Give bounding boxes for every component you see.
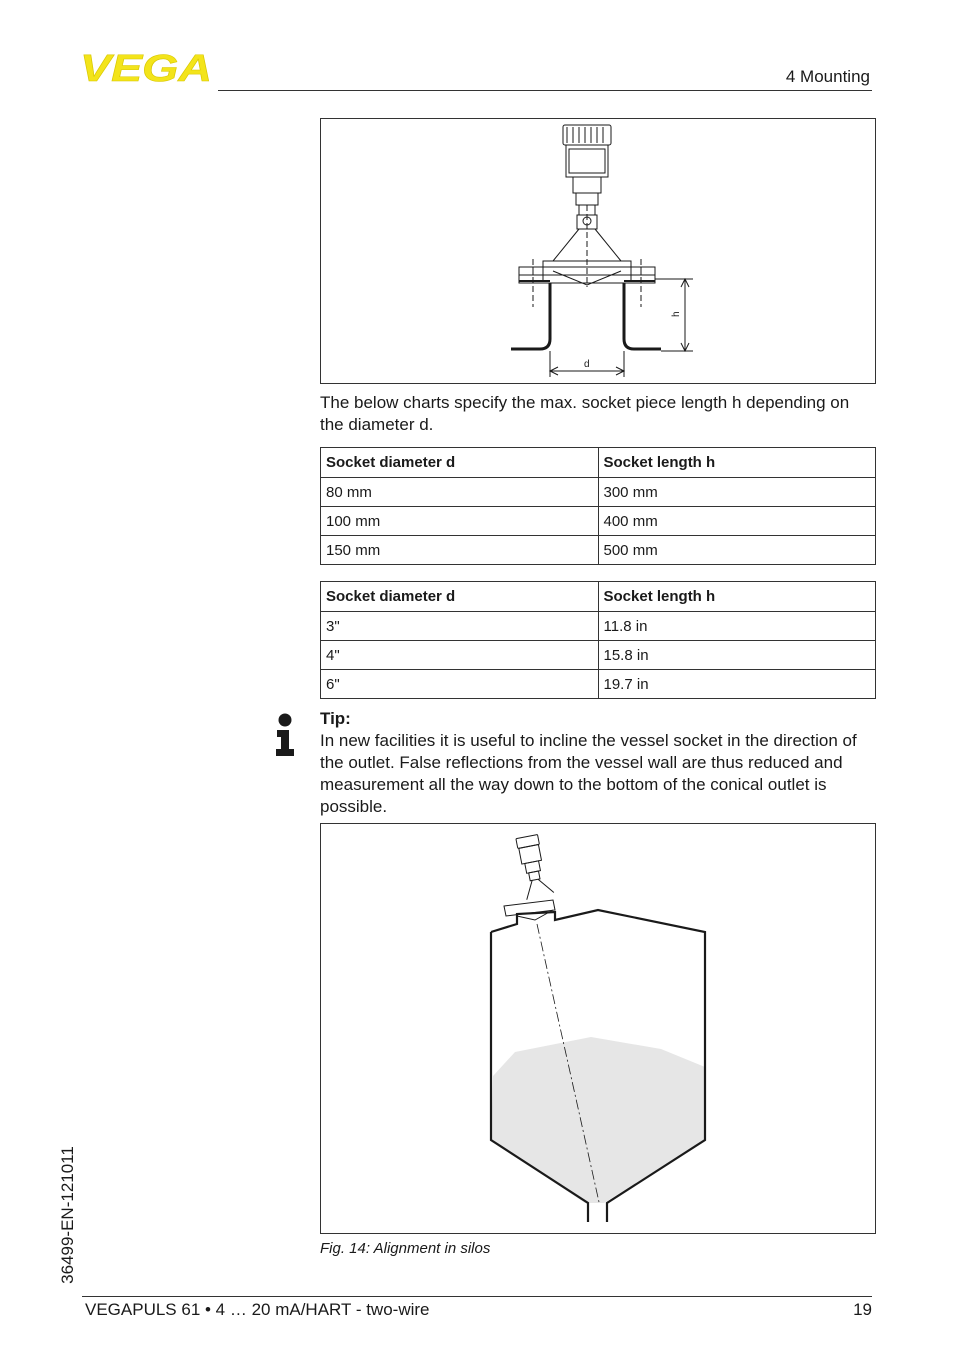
footer-product-title: VEGAPULS 61 • 4 … 20 mA/HART - two-wire [85, 1300, 430, 1319]
intro-paragraph: The below charts specify the max. socket piece length h depending on the diameter d. [320, 393, 850, 434]
silo-drawing [321, 824, 875, 1233]
vega-logo [80, 50, 214, 84]
cell-length: 300 mm [598, 478, 876, 507]
cell-length: 11.8 in [598, 612, 876, 641]
cell-length: 19.7 in [598, 670, 876, 699]
document-id: 36499-EN-121011 [58, 1146, 77, 1284]
socket-table-imperial [320, 581, 876, 699]
cell-diameter: 3" [321, 612, 599, 641]
cell-length: 500 mm [598, 536, 876, 565]
cell-diameter: 100 mm [321, 507, 599, 536]
header-divider [218, 90, 872, 91]
footer-divider [82, 1296, 872, 1297]
section-title: 4 Mounting [785, 67, 870, 86]
socket-diagram [320, 118, 876, 384]
table-row [321, 612, 876, 641]
figure-caption: Fig. 14: Alignment in silos [320, 1240, 491, 1257]
cell-length: 15.8 in [598, 641, 876, 670]
cell-diameter: 80 mm [321, 478, 599, 507]
table-row [321, 507, 876, 536]
cell-diameter: 6" [321, 670, 599, 699]
cell-diameter: 150 mm [321, 536, 599, 565]
socket-table-metric [320, 447, 876, 565]
bulk-material [491, 1037, 705, 1203]
table-row [321, 478, 876, 507]
header-socket-diameter: Socket diameter d [321, 448, 599, 478]
table-row [321, 670, 876, 699]
table-row [321, 536, 876, 565]
tip-text: In new facilities it is useful to incline the vessel socket in the direction of the outlet. False reflections from the vessel wall are thus reduced and measurement all the way down to the bottom of the conical outlet is possible. [320, 731, 857, 816]
silo-alignment-figure [320, 823, 876, 1234]
info-icon [274, 713, 296, 757]
tip-title: Tip: [320, 709, 351, 728]
label-h: h [671, 311, 682, 317]
label-d: d [584, 359, 590, 370]
table-header-row [321, 448, 876, 478]
table-row [321, 641, 876, 670]
header-socket-diameter: Socket diameter d [321, 582, 599, 612]
header-socket-length: Socket length h [598, 582, 876, 612]
page-number: 19 [853, 1300, 872, 1319]
table-header-row [321, 582, 876, 612]
vega-logo-text: VEGA [80, 50, 212, 84]
cell-diameter: 4" [321, 641, 599, 670]
header-socket-length: Socket length h [598, 448, 876, 478]
cell-length: 400 mm [598, 507, 876, 536]
socket-diagram-drawing [321, 119, 875, 383]
